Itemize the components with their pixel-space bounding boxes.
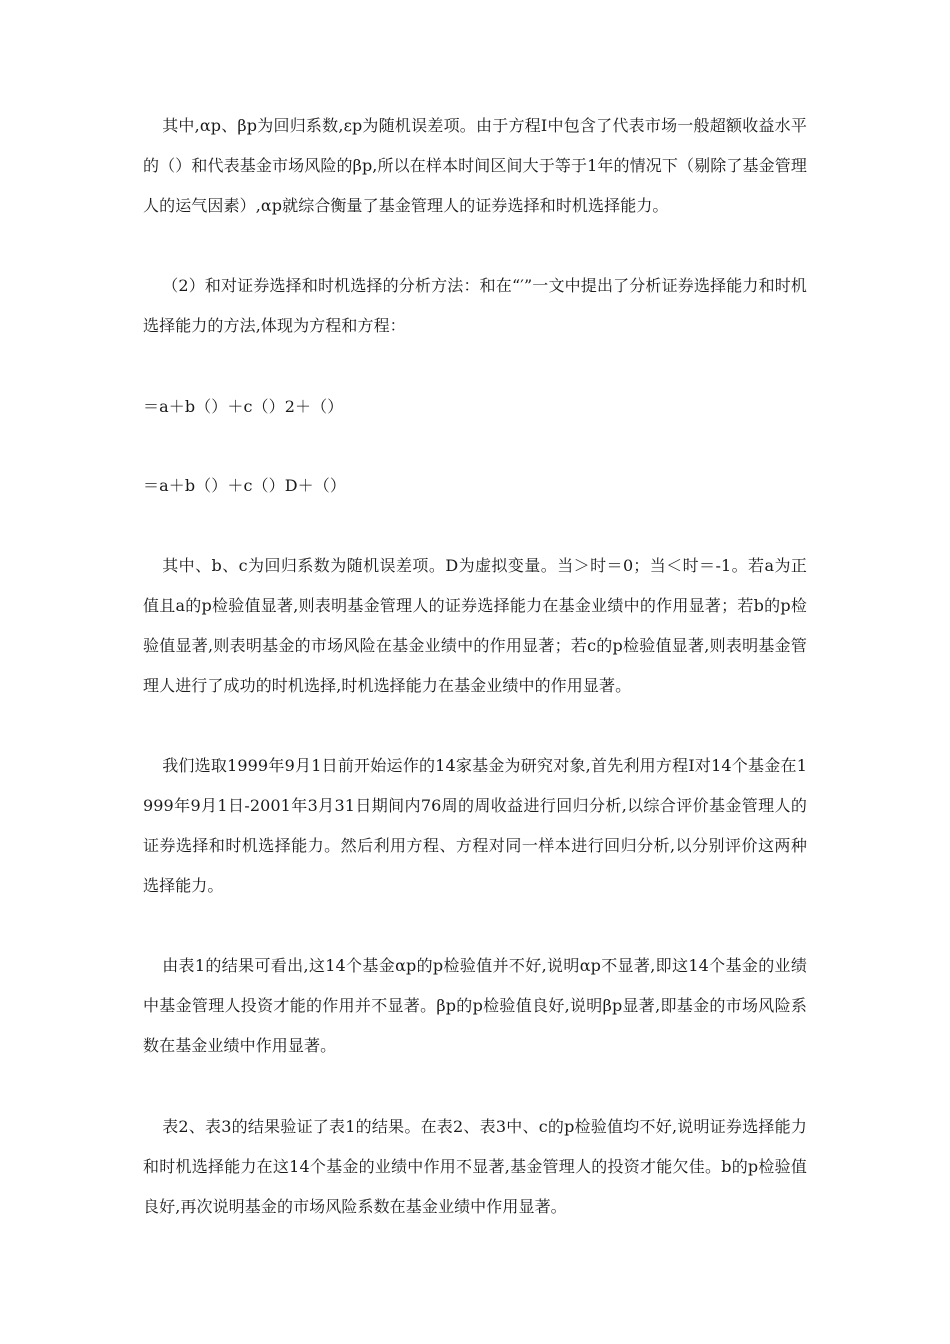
formula-dummy-variable: ＝a＋b（）＋c（）D＋（） [143,476,346,495]
paragraph-table2-3-results: 表2、表3的结果验证了表1的结果。在表2、表3中、c的p检验值均不好,说明证券选择能力和时机选择能力在这14个基金的业绩中作用不显著,基金管理人的投资才能欠佳。b的p检验值良好,再次说明基金的市场风险系数在基金业绩中作用显著。 [143,1117,807,1216]
paragraph-coefficient-interpretation: 其中、b、c为回归系数为随机误差项。D为虚拟变量。当＞时＝0；当＜时＝-1。若a为正值且a的p检验值显著,则表明基金管理人的证券选择能力在基金业绩中的作用显著；若b的p检验值显著,则表明基金的市场风险在基金业绩中的作用显著；若c的p检验值显著,则表明基金管理人进行了成功的时机选择,时机选择能力在基金业绩中的作用显著。 [143,556,807,695]
paragraph-regression-coefficients: 其中,αp、βp为回归系数,εp为随机误差项。由于方程I中包含了代表市场一般超额收益水平的（）和代表基金市场风险的βp,所以在样本时间区间大于等于1年的情况下（剔除了基金管理人的运气因素）,αp就综合衡量了基金管理人的证券选择和时机选择能力。 [143,116,807,215]
paragraph-sample-selection: 我们选取1999年9月1日前开始运作的14家基金为研究对象,首先利用方程I对14个基金在1999年9月1日-2001年3月31日期间内76周的周收益进行回归分析,以综合评价基金管理人的证券选择和时机选择能力。然后利用方程、方程对同一样本进行回归分析,以分别评价这两种选择能力。 [143,756,807,895]
formula-quadratic: ＝a＋b（）＋c（）2＋（） [143,397,344,416]
paragraph-table1-results: 由表1的结果可看出,这14个基金αp的p检验值并不好,说明αp不显著,即这14个基金的业绩中基金管理人投资才能的作用并不显著。βp的p检验值良好,说明βp显著,即基金的市场风险系数在基金业绩中作用显著。 [143,956,807,1055]
paragraph-analysis-method: （2）和对证券选择和时机选择的分析方法：和在“′”一文中提出了分析证券选择能力和时机选择能力的方法,体现为方程和方程： [143,276,807,335]
